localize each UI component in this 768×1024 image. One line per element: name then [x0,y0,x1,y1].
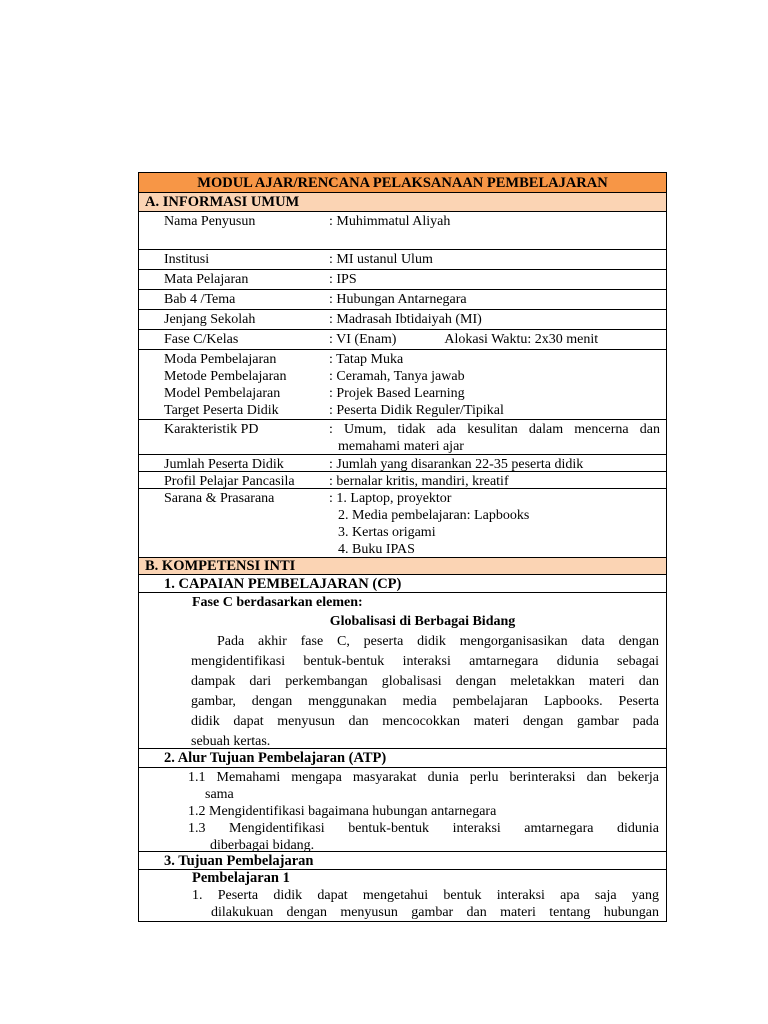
tp-list [139,887,666,921]
sarana-item: 4. Buku IPAS [338,542,415,557]
row-fase-kelas [139,330,666,350]
atp-item-cont: diberbagai bidang. [210,838,315,853]
lesson-plan-table [138,172,667,922]
sarana-item: : 1. Laptop, proyektor [329,491,452,506]
label-nama-penyusun: Nama Penyusun [164,214,256,229]
document-title: MODUL AJAR/RENCANA PELAKSANAAN PEMBELAJARAN [139,173,666,193]
tp-heading: 3. Tujuan Pembelajaran [139,852,666,870]
sarana-item: 2. Media pembelajaran: Lapbooks [338,508,530,523]
label-jumlah: Jumlah Peserta Didik [164,457,284,472]
atp-content [139,768,666,852]
row-moda [139,350,666,367]
value-metode: : Ceramah, Tanya jawab [329,369,465,384]
value-kelas: : VI (Enam) [329,332,397,347]
label-karakteristik: Karakteristik PD [164,422,259,437]
cp-line: Pada akhir fase C, peserta didik mengorganisasikan data dengan [217,634,659,649]
label-model: Model Pembelajaran [164,386,281,401]
atp-item: 1.1 Memahami mengapa masyarakat dunia perlu berinteraksi dan bekerja [188,770,659,785]
value-karakteristik-line-1: : Umum, tidak ada kesulitan dalam mencerna dan [329,422,660,437]
row-sarana [139,489,666,558]
value-jumlah: : Jumlah yang disarankan 22-35 peserta didik [329,457,584,472]
value-fase-kelas [329,331,660,348]
cp-line: mengidentifikasi bentuk-bentuk interaksi amtarnegara didunia sebagai [191,654,659,669]
label-profil: Profil Pelajar Pancasila [164,474,295,489]
tp-item: 1. Peserta didik dapat mengetahui bentuk interaksi apa saja yang [192,888,659,903]
atp-item: 1.3 Mengidentifikasi bentuk-bentuk interaksi amtarnegara didunia [188,821,659,836]
atp-heading: 2. Alur Tujuan Pembelajaran (ATP) [139,749,666,768]
row-karakteristik [139,420,666,455]
row-target [139,401,666,420]
tp-sub-heading: Pembelajaran 1 [192,870,290,886]
row-model [139,384,666,401]
value-karakteristik-line-2: memahami materi ajar [338,439,464,454]
section-a-heading: A. INFORMASI UMUM [139,193,666,212]
cp-line: didik dapat menyusun dan mencocokkan materi dengan gambar pada [191,714,659,729]
row-metode [139,367,666,384]
value-nama-penyusun: : Muhimmatul Aliyah [329,214,451,229]
cp-line: gambar, dengan menggunakan media pembelajaran Lapbooks. Peserta [191,694,659,709]
label-bab-tema: Bab 4 /Tema [164,292,236,307]
row-jumlah [139,455,666,472]
cp-content [139,593,666,749]
label-institusi: Institusi [164,252,210,267]
value-model: : Projek Based Learning [329,386,465,401]
label-moda: Moda Pembelajaran [164,352,277,367]
cp-line: dampak dari perkembangan globalisasi dengan meletakkan materi dan [191,674,659,689]
cp-fase-label: Fase C berdasarkan elemen: [192,595,363,610]
row-mata-pelajaran [139,270,666,290]
atp-item-cont: sama [205,787,234,802]
tp-content [139,870,666,922]
value-sarana [329,490,660,558]
value-institusi: : MI ustanul Ulum [329,252,433,267]
label-sarana: Sarana & Prasarana [164,491,275,506]
atp-item: 1.2 Mengidentifikasi bagaimana hubungan antarnegara [188,804,497,819]
value-karakteristik [329,421,660,455]
value-profil: : bernalar kritis, mandiri, kreatif [329,474,509,489]
label-jenjang-sekolah: Jenjang Sekolah [164,312,256,327]
row-nama-penyusun [139,212,666,250]
cp-heading: 1. CAPAIAN PEMBELAJARAN (CP) [139,575,666,593]
row-institusi [139,250,666,270]
value-moda: : Tatap Muka [329,352,404,367]
value-mata-pelajaran: : IPS [329,272,357,287]
label-target: Target Peserta Didik [164,403,279,418]
row-profil [139,472,666,489]
value-jenjang-sekolah: : Madrasah Ibtidaiyah (MI) [329,312,482,327]
tp-item-cont: dilakukuan dengan menyusun gambar dan materi tentang hubungan [211,905,659,920]
row-bab-tema [139,290,666,310]
cp-paragraph [139,632,666,754]
sarana-item: 3. Kertas origami [338,525,436,540]
value-target: : Peserta Didik Reguler/Tipikal [329,403,504,418]
label-metode: Metode Pembelajaran [164,369,287,384]
value-bab-tema: : Hubungan Antarnegara [329,292,467,307]
label-fase-kelas: Fase C/Kelas [164,332,239,347]
section-b-heading: B. KOMPETENSI INTI [139,558,666,575]
cp-element-title: Globalisasi di Berbagai Bidang [329,614,516,629]
label-mata-pelajaran: Mata Pelajaran [164,272,249,287]
cp-line: sebuah kertas. [191,734,271,749]
row-jenjang-sekolah [139,310,666,330]
value-alokasi-waktu: Alokasi Waktu: 2x30 menit [444,332,599,347]
